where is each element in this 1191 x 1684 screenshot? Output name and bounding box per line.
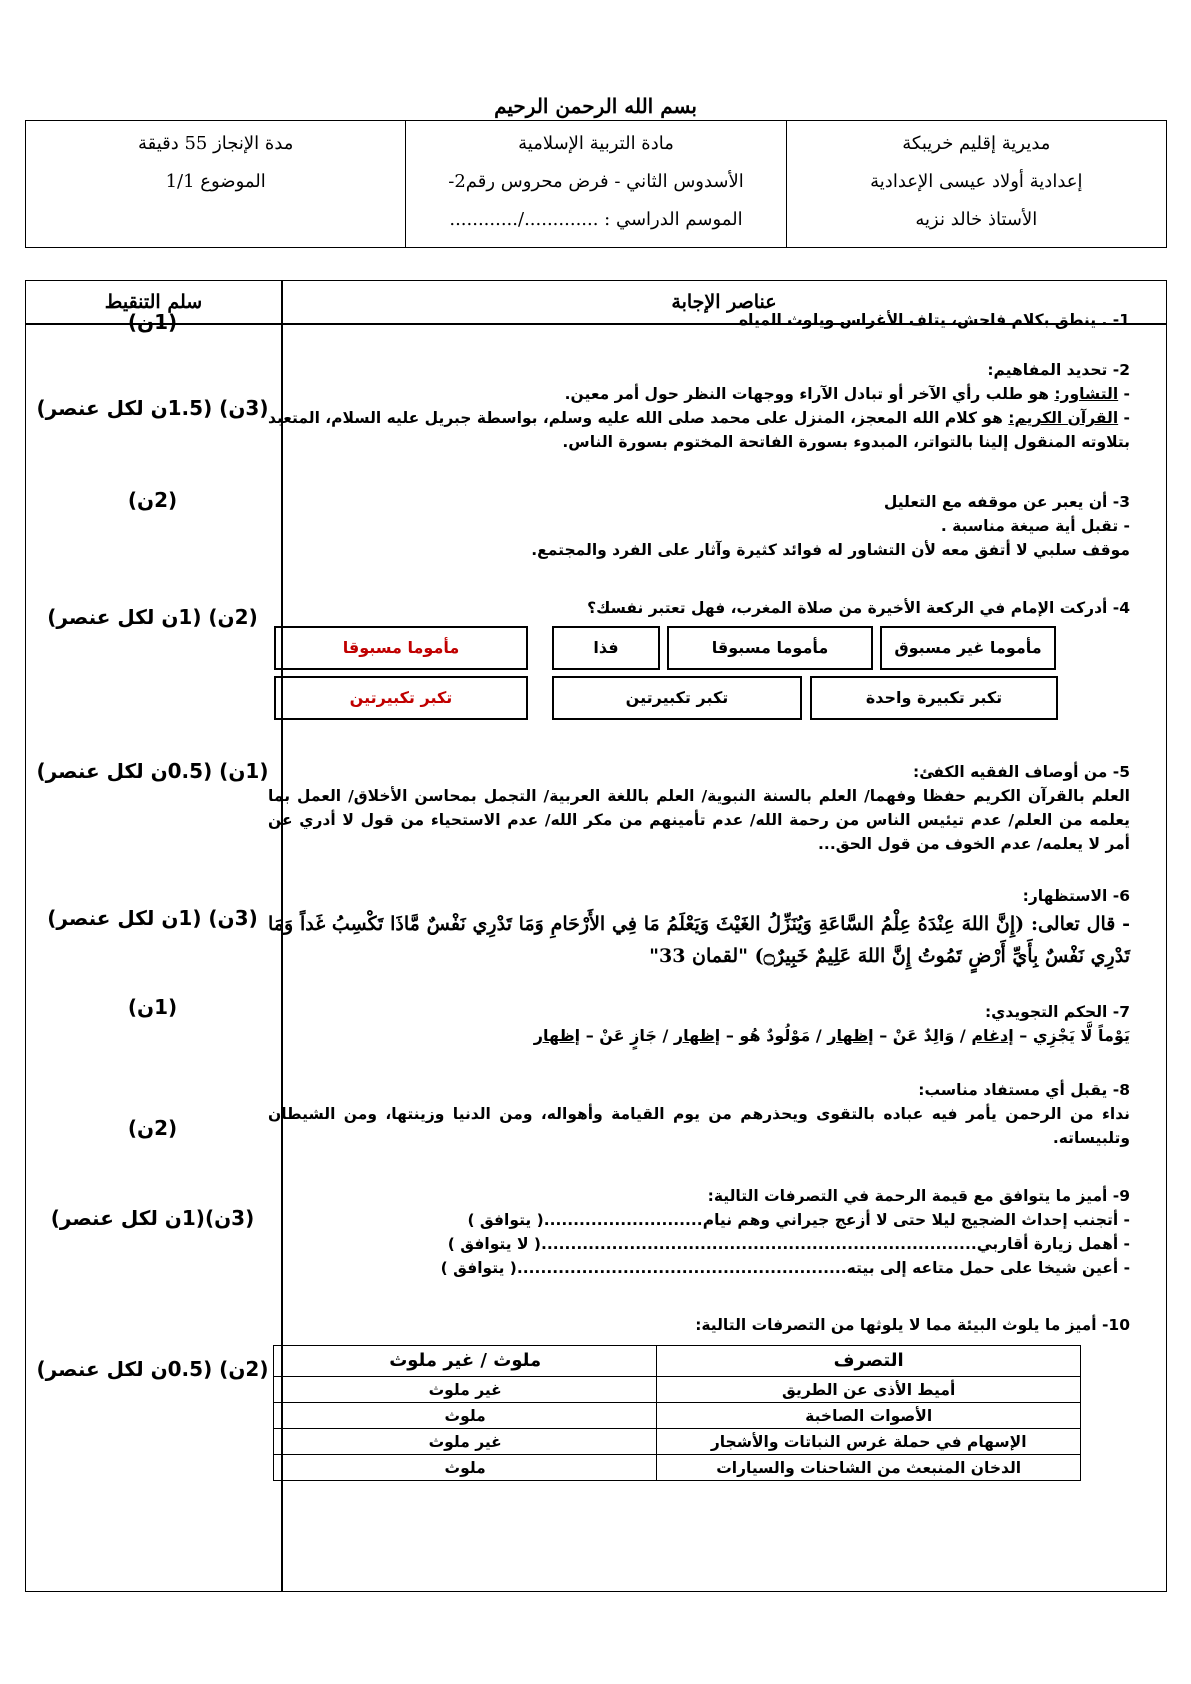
- answer-q1: [268, 308, 1130, 332]
- answer-q10: [268, 1313, 1130, 1337]
- q5-heading: 5- من أوصاف الفقيه الكفئ:: [913, 763, 1130, 781]
- header-subject-info: [405, 121, 785, 247]
- answer-q2: 2- تحديد المفاهيم: - التشاور: هو طلب رأي الآخر أو تبادل الآراء ووجهات النظر حول أمر معين. - القرآن الكريم: هو كلام الله المعجز، المنزل على محمد صلى الله عليه وسلم، بواسطة جبريل عليه السلام، المتعبد بتلاوته المنقول إلينا بالتواتر، المبدوء بسورة الفاتحة المختوم بسورة الناس.: [268, 358, 1130, 454]
- answer-q5: [268, 760, 1130, 856]
- table-row: الإسهام في حملة غرس النباتات والأشجار غير ملوث: [274, 1429, 1081, 1455]
- q7-rule: إظهار: [533, 1026, 581, 1045]
- grade-q2: (3ن) (1.5ن لكل عنصر): [36, 396, 269, 420]
- q6-heading: 6- الاستظهار:: [1022, 887, 1130, 905]
- q10-heading: 10- أميز ما يلوث البيئة مما لا يلوثها من التصرفات التالية:: [695, 1316, 1130, 1334]
- q4-option-box: تكبر تكبيرة واحدة: [810, 676, 1058, 720]
- q3-heading: 3- أن يعبر عن موقفه مع التعليل: [883, 493, 1130, 511]
- header-school-info: [786, 121, 1166, 247]
- q4-option-box: فذا: [552, 626, 660, 670]
- header-exam-info: [26, 121, 405, 247]
- q7-word: يَوْماً لَّا يَجْزِي: [1032, 1026, 1130, 1045]
- q7-word: وَالِدٌ عَنْ: [892, 1026, 955, 1045]
- q4-option-box: تكبر تكبيرتين: [552, 676, 802, 720]
- q4-answer-box: تكبر تكبيرتين: [274, 676, 528, 720]
- grade-q7: (1ن): [127, 995, 178, 1019]
- q2-heading: 2- تحديد المفاهيم:: [987, 361, 1130, 379]
- q9-heading: 9- أميز ما يتوافق مع قيمة الرحمة في التصرفات التالية:: [707, 1187, 1130, 1205]
- q4-question: 4- أدركت الإمام في الركعة الأخيرة من صلاة المغرب، فهل تعتبر نفسك؟: [587, 599, 1130, 617]
- exam-header: [25, 120, 1167, 248]
- q4-option-box: مأموما مسبوقا: [667, 626, 873, 670]
- header-topic: الموضوع 1/1: [165, 171, 266, 192]
- grade-q4: (2ن) (1ن لكل عنصر): [47, 605, 258, 629]
- q4-answer-box: مأموما مسبوقا: [274, 626, 528, 670]
- answer-q4: [268, 596, 1130, 620]
- header-school: إعدادية أولاد عيسى الإعدادية: [870, 171, 1083, 192]
- header-directorate: مديرية إقليم خريبكة: [902, 133, 1051, 154]
- q9-answer: ( يتوافق ): [467, 1211, 544, 1229]
- grade-q1: (1ن): [127, 310, 178, 334]
- q2-def-quran: هو كلام الله المعجز، المنزل على محمد صلى الله عليه وسلم، بواسطة جبريل عليه السلام، المتعبد بتلاوته المنقول إلينا بالتواتر، المبدوء بسورة الفاتحة المختوم بسورة الناس.: [268, 409, 1130, 451]
- q4-option-box: مأموما غير مسبوق: [880, 626, 1056, 670]
- grade-q5: (1ن) (0.5ن لكل عنصر): [36, 759, 269, 783]
- answer-q9: [268, 1184, 1130, 1280]
- grade-q6: (3ن) (1ن لكل عنصر): [47, 906, 258, 930]
- q9-item: - أعين شيخا على حمل متاعه إلى بيته ........................................................ ( يتوافق ): [268, 1256, 1130, 1280]
- q9-item: - أهمل زيارة أقاربي .......................................................................... ( لا يتوافق ): [268, 1232, 1130, 1256]
- q9-item: - أتجنب إحداث الضجيج ليلا حتى لا أزعج جيراني وهم نيام ........................... ( يتوافق ): [268, 1208, 1130, 1232]
- q9-answer: ( يتوافق ): [440, 1259, 517, 1277]
- q10-col-action: التصرف: [657, 1346, 1081, 1377]
- q2-term-shura: التشاور:: [1054, 385, 1119, 403]
- q2-def-shura: هو طلب رأي الآخر أو تبادل الآراء ووجهات النظر حول أمر معين.: [564, 385, 1055, 403]
- header-duration: مدة الإنجاز 55 دقيقة: [137, 133, 294, 154]
- answer-q6: [268, 884, 1130, 972]
- answer-q7: 7- الحكم التجويدي: يَوْماً لَّا يَجْزِي – إدغام / وَالِدٌ عَنْ – إظهار / مَوْلُودٌ هُو – إظهار / جَازٍ عَنْ – إظهار: [268, 1000, 1130, 1048]
- table-row: الأصوات الصاخبة ملوث: [274, 1403, 1081, 1429]
- q1-line: 1- . ينطق بكلام فاحش، يتلف الأغراس ويلوث المياه: [738, 311, 1130, 329]
- grading-column-header: سلم التنقيط: [104, 291, 203, 313]
- answer-q3: [268, 490, 1130, 562]
- table-row: أميط الأذى عن الطريق غير ملوث: [274, 1377, 1081, 1403]
- grade-q8: (2ن): [127, 1116, 178, 1140]
- table-row: الدخان المنبعث من الشاحنات والسيارات ملوث: [274, 1455, 1081, 1481]
- q10-table: [273, 1345, 1081, 1481]
- q9-answer: ( لا يتوافق ): [447, 1235, 541, 1253]
- q3-line1: - تقبل أية صيغة مناسبة .: [940, 517, 1130, 535]
- q7-heading: 7- الحكم التجويدي:: [984, 1003, 1130, 1021]
- q7-rule: إظهار: [673, 1026, 721, 1045]
- answers-column-header: عناصر الإجابة: [671, 291, 777, 313]
- q10-col-result: ملوث / غير ملوث: [274, 1346, 657, 1377]
- header-school-year: الموسم الدراسي : ............./............: [449, 209, 743, 230]
- answer-q8: [268, 1078, 1130, 1150]
- q7-word: جَازٍ عَنْ: [599, 1026, 657, 1045]
- q7-rule: إدغام: [971, 1026, 1014, 1045]
- q7-word: مَوْلُودٌ هُو: [739, 1026, 811, 1045]
- grade-q9: (3ن)(1ن لكل عنصر): [50, 1206, 255, 1230]
- q6-verse: - قال تعالى: (إِنَّ اللهَ عِنْدَهُ عِلْمُ السَّاعَةِ وَيُنَزِّلُ الغَيْثَ وَيَعْلَمُ مَا فِي الأَرْحَامِ وَمَا تَدْرِي نَفْسٌ مَّاذَا تَكْسِبُ غَداً وَمَا تَدْرِي نَفْسٌ بِأَيِّ أَرْضٍ تَمُوتُ إِنَّ اللهَ عَلِيمٌ خَبِيرٌ۝) "لقمان 33": [268, 913, 1130, 967]
- q5-body: العلم بالقرآن الكريم حفظا وفهما/ العلم بالسنة النبوية/ العلم باللغة العربية/ التجمل بمحاسن الأخلاق/ العمل بما يعلمه من العلم/ عدم تيئيس الناس من رحمة الله/ عدم تأمينهم من مكر الله/ عدم الاستحياء من قول لا أدري عن أمر لا يعلمه/ عدم الخوف من قول الحق...: [268, 787, 1130, 853]
- header-subject: مادة التربية الإسلامية: [518, 133, 674, 154]
- q7-rule: إظهار: [827, 1026, 874, 1045]
- q8-heading: 8- يقبل أي مستفاد مناسب:: [918, 1081, 1130, 1099]
- q2-term-quran: القرآن الكريم:: [1008, 409, 1119, 427]
- header-semester: الأسدوس الثاني - فرض محروس رقم2-: [448, 171, 744, 192]
- grade-q10: (2ن) (0.5ن لكل عنصر): [36, 1357, 269, 1381]
- q3-line2: موقف سلبي لا أتفق معه لأن التشاور له فوائد كثيرة وآثار على الفرد والمجتمع.: [531, 541, 1130, 559]
- header-teacher: الأستاذ خالد نزيه: [915, 209, 1038, 230]
- q8-body: نداء من الرحمن يأمر فيه عباده بالتقوى ويحذرهم من يوم القيامة وأهواله، ومن الدنيا وزينتها، ومن الشيطان وتلبيساته.: [268, 1105, 1130, 1147]
- page-title: بسم الله الرحمن الرحيم: [494, 94, 697, 118]
- grade-q3: (2ن): [127, 488, 178, 512]
